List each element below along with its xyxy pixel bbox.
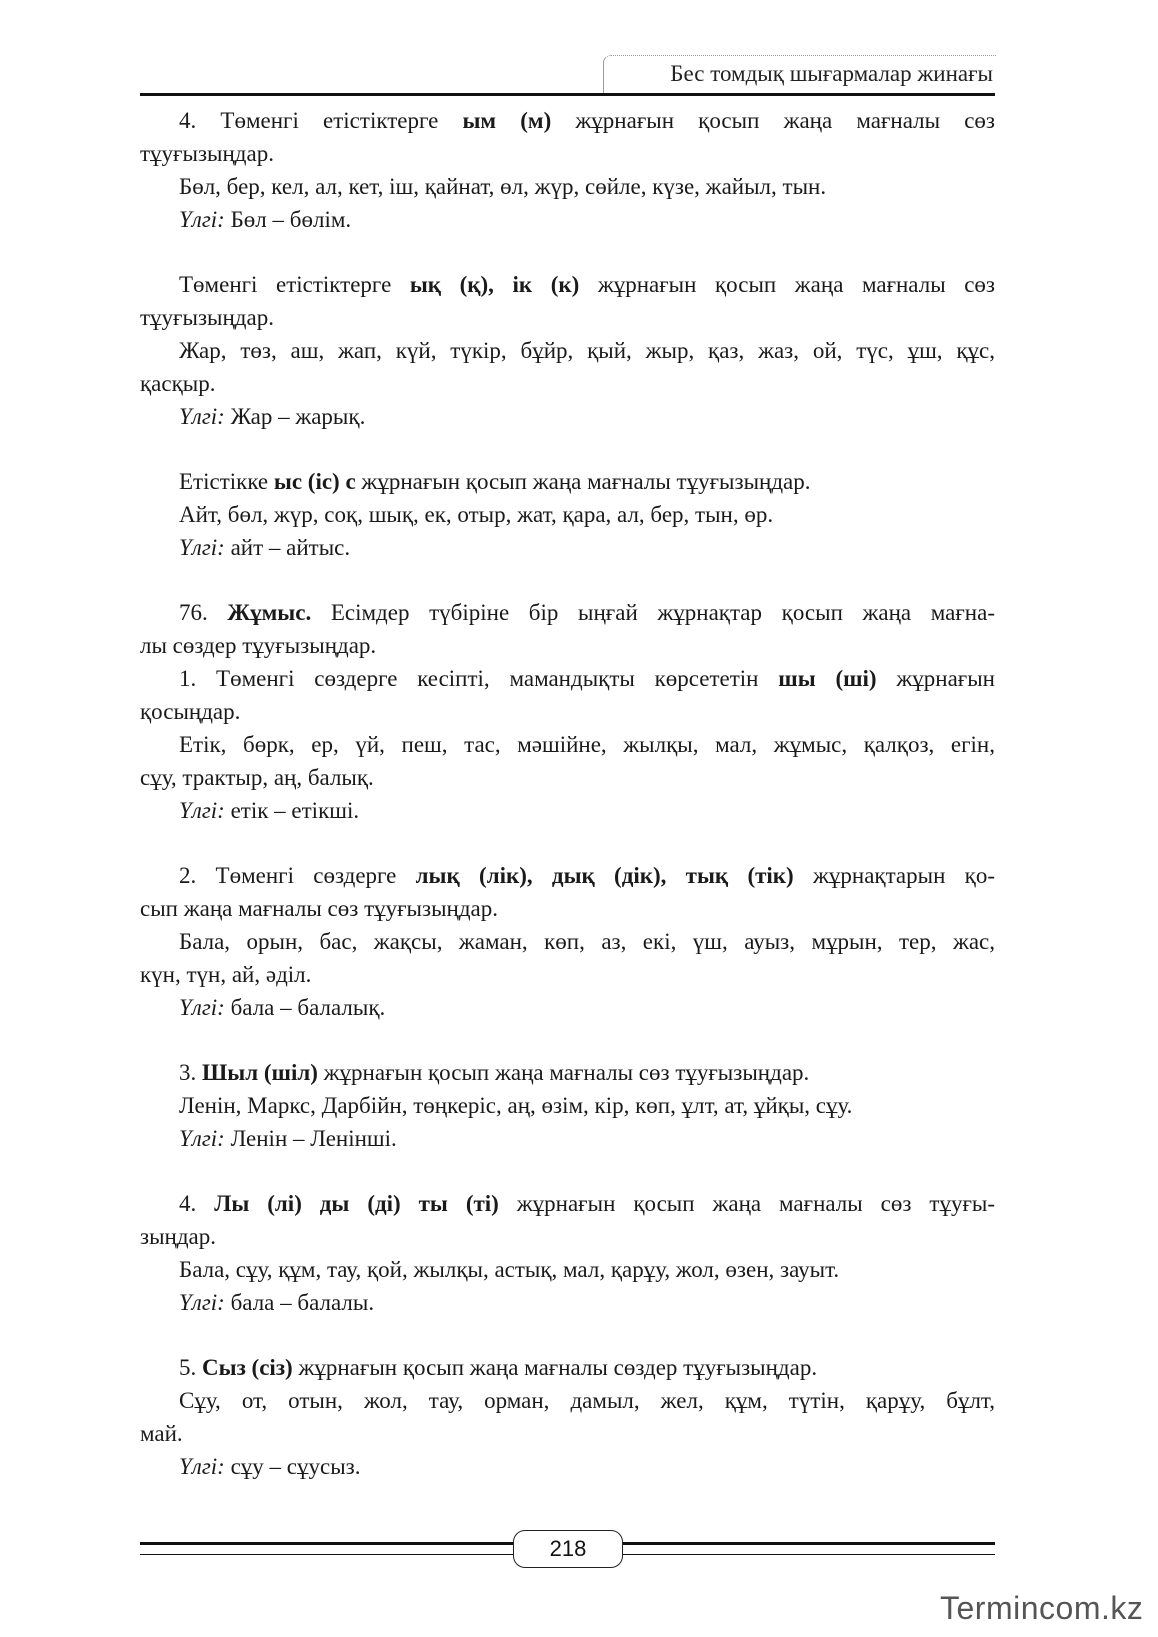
- book-title: Бес томдық шығармалар жинағы: [670, 61, 993, 86]
- text-run: 4.: [179, 1191, 215, 1216]
- text-run: 3.: [179, 1060, 202, 1085]
- text-run: май.: [140, 1421, 183, 1446]
- example-label: Үлгі:: [179, 1290, 225, 1315]
- example-label: Үлгі:: [179, 1454, 225, 1479]
- text-line: [140, 1187, 995, 1220]
- text-run: Бөл, бер, кел, ал, кет, іш, қайнат, өл, жүр, сөйле, күзе, жайыл, тын.: [179, 174, 827, 199]
- example-label: Үлгі:: [179, 798, 225, 823]
- bold-term: Жұмыс.: [227, 600, 312, 625]
- text-run: Жар, төз, аш, жап, күй, түкір, бұйр, қый, жыр, қаз, жаз, ой, түс, ұш, құс,: [179, 338, 995, 363]
- text-run: жұрнағын қосып жаңа мағналы сөз: [579, 272, 995, 297]
- text-run: Ленін – Ленінші.: [224, 1126, 397, 1151]
- text-line: [140, 1056, 995, 1089]
- page-number: 218: [513, 1530, 623, 1568]
- text-line: [140, 301, 995, 334]
- paragraph-gap: [140, 1155, 995, 1187]
- text-run: Сұу, от, отын, жол, тау, орман, дамыл, жел, құм, түтін, қарұу, бұлт,: [179, 1388, 995, 1413]
- text-line: [140, 531, 995, 564]
- text-line: [140, 334, 995, 367]
- paragraph-gap: [140, 564, 995, 596]
- text-run: Есімдер түбіріне бір ыңғай жұрнақтар қосып жаңа мағна-: [311, 600, 995, 625]
- text-run: Бала, сұу, құм, тау, қой, жылқы, астық, мал, қарұу, жол, өзен, зауыт.: [179, 1257, 840, 1282]
- text-line: [140, 892, 995, 925]
- text-run: Ленін, Маркс, Дарбійн, төңкеріс, аң, өзім, кір, көп, ұлт, ат, ұйқы, сұу.: [179, 1093, 853, 1118]
- text-line: [140, 104, 995, 137]
- text-run: зыңдар.: [140, 1224, 217, 1249]
- bold-term: Шыл (шіл): [202, 1060, 318, 1085]
- paragraph-gap: [140, 236, 995, 268]
- example-label: Үлгі:: [179, 207, 225, 232]
- text-run: жұрнағын қосып жаңа мағналы сөз: [551, 108, 995, 133]
- text-run: қосыңдар.: [140, 699, 241, 724]
- example-label: Үлгі:: [179, 1126, 225, 1151]
- bold-term: лық (лік), дық (дік), тық (тік): [415, 863, 794, 888]
- text-line: [140, 465, 995, 498]
- text-run: күн, түн, ай, әділ.: [140, 962, 312, 987]
- text-run: сып жаңа мағналы сөз тұуғызыңдар.: [140, 896, 499, 921]
- text-run: Бөл – бөлім.: [224, 207, 352, 232]
- text-line: [140, 662, 995, 695]
- text-run: сұу – сұусыз.: [224, 1454, 361, 1479]
- text-line: [140, 1253, 995, 1286]
- example-label: Үлгі:: [179, 404, 225, 429]
- text-line: [140, 1384, 995, 1417]
- text-run: бала – балалық.: [224, 995, 386, 1020]
- text-run: бала – балалы.: [224, 1290, 375, 1315]
- text-run: тұуғызыңдар.: [140, 141, 274, 166]
- text-line: [140, 629, 995, 662]
- example-label: Үлгі:: [179, 995, 225, 1020]
- text-line: [140, 794, 995, 827]
- page-body: [140, 104, 995, 1483]
- text-line: [140, 137, 995, 170]
- text-run: етік – етікші.: [224, 798, 360, 823]
- bold-term: Сыз (сіз): [202, 1355, 293, 1380]
- text-line: [140, 761, 995, 794]
- text-line: [140, 958, 995, 991]
- bold-term: ым (м): [462, 108, 552, 133]
- text-run: 4. Төменгі етістіктерге: [179, 108, 463, 133]
- text-run: жұрнағын қосып жаңа мағналы сөз тұуғы-: [498, 1191, 995, 1216]
- text-line: [140, 1351, 995, 1384]
- text-run: жұрнақтарын қо-: [793, 863, 995, 888]
- text-run: айт – айтыс.: [224, 535, 351, 560]
- text-run: 1. Төменгі сөздерге кесіпті, мамандықты көрсететін: [179, 666, 779, 691]
- watermark-logo: Termincom.kz: [940, 1590, 1144, 1626]
- running-header: [140, 52, 995, 96]
- paragraph-gap: [140, 433, 995, 465]
- text-line: [140, 203, 995, 236]
- bold-term: шы (ші): [778, 666, 877, 691]
- text-line: [140, 1122, 995, 1155]
- text-line: [140, 1417, 995, 1450]
- text-run: Етік, бөрк, ер, үй, пеш, тас, мәшійне, жылқы, мал, жұмыс, қалқоз, егін,: [179, 732, 995, 757]
- bold-term: ыс (іс) с: [273, 469, 356, 494]
- text-line: [140, 925, 995, 958]
- text-run: Төменгі етістіктерге: [179, 272, 410, 297]
- text-line: [140, 596, 995, 629]
- text-line: [140, 1450, 995, 1483]
- paragraph-gap: [140, 827, 995, 859]
- bold-term: ық (қ), ік (к): [409, 272, 580, 297]
- text-line: [140, 1220, 995, 1253]
- text-run: жұрнағын қосып жаңа мағналы сөз тұуғызыңдар.: [317, 1060, 810, 1085]
- page-footer: [140, 1530, 995, 1570]
- text-line: [140, 1089, 995, 1122]
- text-line: [140, 695, 995, 728]
- text-run: Жар – жарық.: [224, 404, 366, 429]
- text-run: жұрнағын қосып жаңа мағналы сөздер тұуғызыңдар.: [292, 1355, 818, 1380]
- text-run: Бала, орын, бас, жақсы, жаман, көп, аз, екі, үш, ауыз, мұрын, тер, жас,: [179, 929, 995, 954]
- text-line: [140, 498, 995, 531]
- text-line: [140, 400, 995, 433]
- text-run: Айт, бөл, жүр, соқ, шық, ек, отыр, жат, қара, ал, бер, тын, өр.: [179, 502, 774, 527]
- text-run: лы сөздер тұуғызыңдар.: [140, 633, 377, 658]
- text-run: 76.: [179, 600, 228, 625]
- text-line: [140, 728, 995, 761]
- text-run: сұу, трактыр, аң, балық.: [140, 765, 374, 790]
- text-line: [140, 170, 995, 203]
- text-line: [140, 268, 995, 301]
- example-label: Үлгі:: [179, 535, 225, 560]
- text-run: жұрнағын қосып жаңа мағналы тұуғызыңдар.: [355, 469, 811, 494]
- text-line: [140, 367, 995, 400]
- text-run: 5.: [179, 1355, 202, 1380]
- text-run: Етістікке: [179, 469, 274, 494]
- bold-term: Лы (лі) ды (ді) ты (ті): [214, 1191, 499, 1216]
- paragraph-gap: [140, 1024, 995, 1056]
- text-line: [140, 859, 995, 892]
- paragraph-gap: [140, 1319, 995, 1351]
- text-run: жұрнағын: [876, 666, 995, 691]
- text-run: қасқыр.: [140, 371, 216, 396]
- text-run: 2. Төменгі сөздерге: [179, 863, 416, 888]
- text-line: [140, 991, 995, 1024]
- text-run: тұуғызыңдар.: [140, 305, 274, 330]
- header-rule: [140, 93, 995, 96]
- text-line: [140, 1286, 995, 1319]
